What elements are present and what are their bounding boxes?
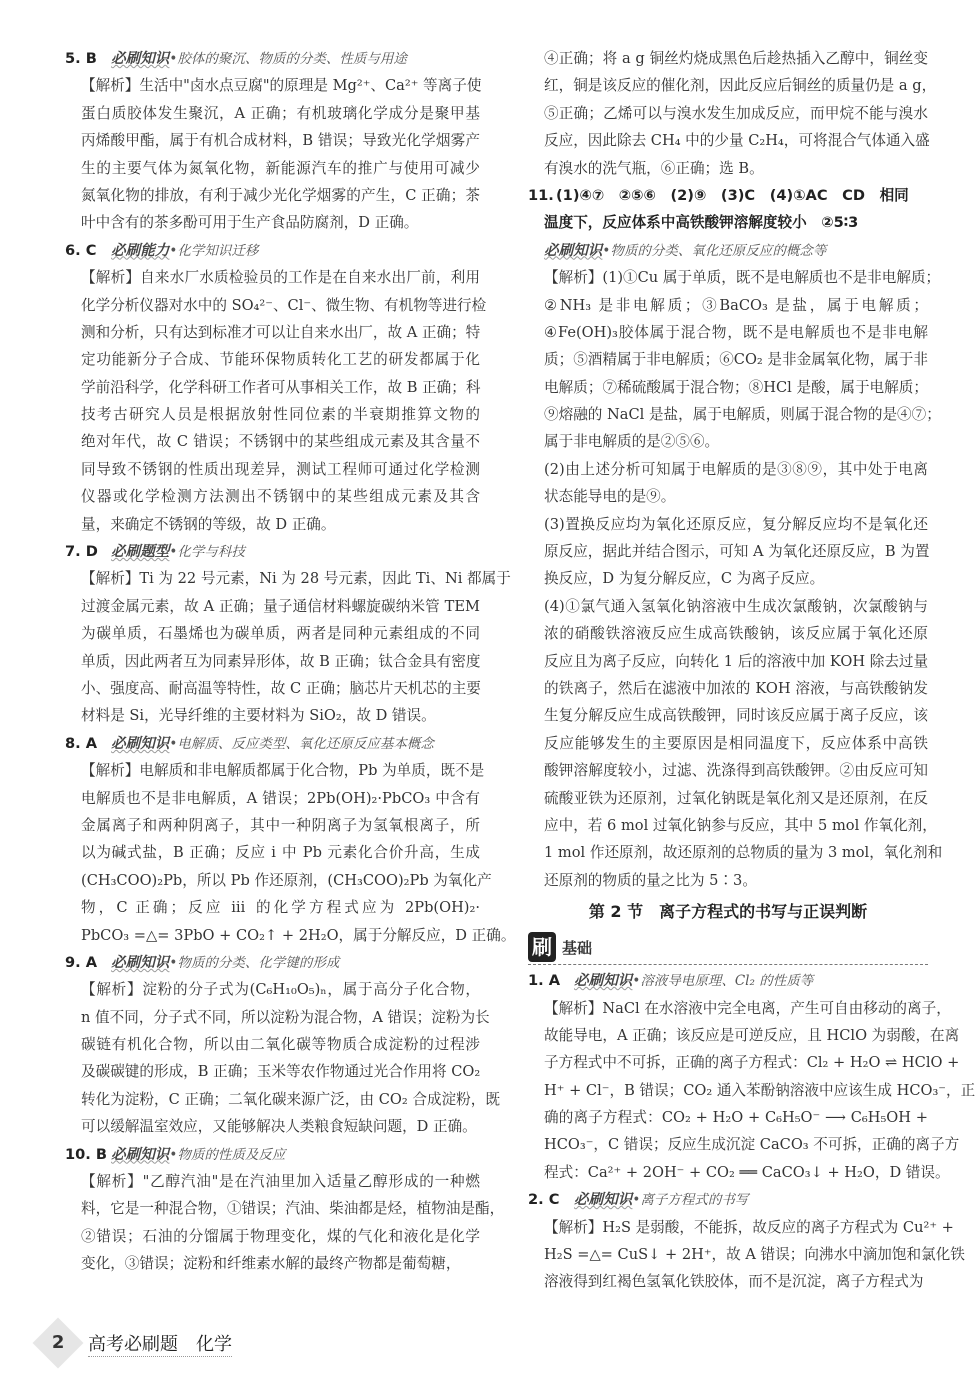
text-line: 反应，因此除去 CH₄ 中的少量 C₂H₄，可将混合气体通入盛 [544,132,930,150]
item-header [65,237,480,264]
item-header [65,949,480,976]
item-header [528,967,928,994]
text-line: 【解析】"乙醇汽油"是在汽油里加入适量乙醇形成的一种燃 [81,1173,480,1191]
text-line: 有溴水的洗气瓶，⑥正确；选 B。 [544,159,764,177]
text-line: H⁺ + Cl⁻，B 错误；CO₂ 通入苯酚钠溶液中应该生成 HCO₃⁻，正 [544,1081,975,1099]
answer-item [65,730,516,949]
text-line: 【解析】淀粉的分子式为(C₆H₁₀O₅)ₙ，属于高分子化合物， [81,981,480,999]
book-title: 高考必刷题 化学 [88,1330,232,1357]
text-line: 的铁离子，然后在滤液中加浓的 KOH 溶液，与高铁酸钠发 [544,679,928,697]
answer-item [65,45,480,237]
text-line: 属于非电解质的是②⑤⑥。 [544,433,720,451]
text-line: 料，它是一种混合物，①错误；汽油、柴油都是烃，植物油是酯， [81,1200,505,1218]
item-number: 11. [528,186,554,204]
text-line: 酸钾溶解度较小，过滤、洗涤得到高铁酸钾。②由反应可知 [544,762,928,780]
text-line: 学前沿科学，化学科研工作者可从事相关工作，故 B 正确；科 [81,378,481,396]
text-line: 单质，因此两者互为同素异形体，故 B 正确；钛合金具有密度 [81,652,481,670]
answer-item [528,1186,965,1296]
text-line: 生的主要气体为氮氧化物，新能源汽车的推广与使用可减少 [81,159,480,177]
text-line: HCO₃⁻，C 错误；反应生成沉淀 CaCO₃ 不可拆，正确的离子方 [544,1136,960,1154]
text-line: 过渡金属元素，故 A 正确；量子通信材料螺旋碳纳米管 TEM [81,597,480,615]
text-line: 还原剂的物质的量之比为 5∶3。 [544,871,757,889]
text-line: 1 mol 作还原剂，故还原剂的总物质的量为 3 mol，氧化剂和 [544,844,943,862]
item-topic: •物质的分类、化学键的形成 [169,954,340,971]
shua-icon: 刷 [528,932,556,962]
answer-text: (1)④⑦ ②⑤⑥ (2)⑨ (3)C (4)①AC CD 相同 [556,186,909,204]
text-line: 生复分解反应生成高铁酸钾，同时该反应属于离子反应，该 [544,707,928,725]
item-topic: •物质的性质及反应 [169,1146,286,1163]
answer-text: 温度下，反应体系中高铁酸钾溶解度较小 ②5∶3 [544,214,859,232]
text-line: ⑤正确；乙烯可以与溴水发生加成反应，而甲烷不能与溴水 [544,104,928,122]
text-line: H₂S =△= CuS↓ + 2H⁺，故 A 错误；向沸水中滴加饱和氯化铁 [544,1246,965,1264]
text-line: 【解析】自来水厂水质检验员的工作是在自来水出厂前，利用 [81,269,480,287]
page-footer [40,1325,232,1361]
item-number: 6. C [65,241,97,259]
text-line: 故能导电，A 正确；该反应是可逆反应，且 HClO 为弱酸，在离 [544,1026,960,1044]
item-header [65,538,480,565]
text-line: 及碳碳键的形成，B 正确；玉米等农作物通过光合作用将 CO₂ [81,1063,481,1081]
text-line: 蛋白质胶体发生聚沉，A 正确；有机玻璃化学成分是聚甲基 [81,104,480,122]
text-line: 子方程式中不可拆，正确的离子方程式：Cl₂ + H₂O ⇌ HClO + [544,1054,960,1072]
text-line: 为碳单质，石墨烯也为碳单质，两者是同种元素组成的不同 [81,625,480,643]
item-topic: •离子方程式的书写 [632,1192,749,1209]
text-line: 转化为淀粉，C 正确；二氧化碳来源广泛，由 CO₂ 合成淀粉，既 [81,1090,500,1108]
text-line: 反应且为离子反应，向转化 1 后的溶液中加 KOH 除去过量 [544,652,929,670]
item-topic: •胶体的聚沉、物质的分类、性质与用途 [169,51,407,67]
text-line: n 值不同，分子式不同，所以淀粉为混合物，A 错误；淀粉为长 [81,1008,490,1026]
text-line: 同导致不锈钢的性质出现差异，测试工程师可通过化学检测 [81,460,480,478]
text-line: 可以缓解温室效应，又能够解决人类粮食短缺问题，D 正确。 [81,1118,477,1136]
text-line: (2)由上述分析可知属于电解质的是③⑧⑨，其中处于电离 [544,460,928,478]
text-line: 小、强度高、耐高温等特性，故 C 正确；脑芯片天机芯的主要 [81,679,481,697]
item-number: 5. B [65,50,97,67]
item-number: 1. A [528,972,561,990]
page-number-badge [33,1318,84,1369]
knowledge-tag: 必刷能力 [111,241,170,259]
text-line: 绝对年代，故 C 错误；不锈钢中的某些组成元素及其含量不 [81,433,480,451]
item-topic: •物质的分类、氧化还原反应的概念等 [602,242,827,259]
answer-item [528,182,943,894]
text-line: 材料是 Si，光导纤维的主要材料为 SiO₂，故 D 错误。 [81,707,436,725]
answer-line [528,182,928,209]
text-line: 溶液得到红褐色氢氧化铁胶体，而不是沉淀，离子方程式为 [544,1273,924,1291]
text-line: 反应能够发生的主要原因是相同温度下，反应体系中高铁 [544,734,928,752]
text-line: 程式：Ca²⁺ + 2OH⁻ + CO₂ ══ CaCO₃↓ + H₂O，D 错误。 [544,1163,950,1181]
item-number: 7. D [65,543,98,561]
text-line: 金属离子和两种阴离子，其中一种阴离子为氢氧根离子，所 [81,816,480,834]
knowledge-tag: 必刷知识 [544,241,603,259]
text-line: 物，C 正确；反应 ⅲ 的化学方程式应为 2Pb(OH)₂· [81,899,480,917]
text-line: 【解析】(1)①Cu 属于单质，既不是电解质也不是非电解质； [544,269,941,287]
knowledge-tag: 必刷知识 [574,1191,633,1209]
right-column [528,45,975,1296]
text-line: (CH₃COO)₂Pb，所以 Pb 作还原剂，(CH₃COO)₂Pb 为氧化产 [81,871,492,889]
text-line: 【解析】H₂S 是弱酸，不能拆，故反应的离子方程式为 Cu²⁺ + [544,1218,954,1236]
text-line: 化学分析仪器对水中的 SO₄²⁻、Cl⁻、微生物、有机物等进行检 [81,296,487,314]
text-line: ②NH₃ 是非电解质；③BaCO₃ 是盐，属于电解质； [544,296,928,314]
item-number: 9. A [65,953,98,971]
text-line: 【解析】生活中"卤水点豆腐"的原理是 Mg²⁺、Ca²⁺ 等离子使 [81,77,482,95]
text-line: (4)①氯气通入氢氧化钠溶液中生成次氯酸钠，次氯酸钠与 [544,597,928,615]
knowledge-tag: 必刷知识 [111,1145,170,1163]
item-topic: •电解质、反应类型、氧化还原反应基本概念 [169,735,434,752]
knowledge-tag: 必刷题型 [111,543,170,561]
answer-item [65,949,500,1141]
text-line: 仪器或化学检测方法测出不锈钢中的某些组成元素及其含 [81,488,480,506]
text-line: 质；⑤酒精属于非电解质；⑥CO₂ 是非金属氧化物，属于非 [544,351,928,369]
section-title: 第 2 节 离子方程式的书写与正误判断 [588,902,868,922]
answer-line [528,209,928,236]
left-column [65,45,516,1278]
answer-item [65,538,511,730]
item-topic: •化学知识迁移 [169,242,259,259]
text-line: 以为碱式盐，B 正确；反应 ⅰ 中 Pb 元素化合价升高，生成 [81,844,480,862]
item-header [65,45,480,72]
text-line: 浓的硝酸铁溶液反应生成高铁酸钠，该反应属于氧化还原 [544,625,928,643]
item-number: 2. C [528,1191,560,1209]
text-line: 丙烯酸甲酯，属于有机合成材料，B 错误；导致光化学烟雾产 [81,132,480,150]
answer-item [65,1141,505,1278]
knowledge-tag: 必刷知识 [111,953,170,971]
text-line: 【解析】电解质和非电解质都属于化合物，Pb 为单质，既不是 [81,762,485,780]
item-topic: •化学与科技 [169,544,245,561]
item-number: 8. A [65,734,98,752]
text-line: PbCO₃ =△= 3PbO + CO₂↑ + 2H₂O，属于分解反应，D 正确。 [81,926,516,944]
knowledge-tag: 必刷知识 [111,50,170,67]
text-line: 电解质；⑦稀硫酸属于混合物；⑧HCl 是酸，属于电解质； [544,378,928,396]
text-line: 叶中含有的茶多酚可用于生产食品防腐剂，D 正确。 [81,214,419,232]
answer-item [528,967,975,1186]
text-line: ④Fe(OH)₃胶体属于混合物，既不是电解质也不是非电解 [544,323,928,341]
knowledge-tag: 必刷知识 [111,734,170,752]
text-line: 碳链有机化合物，所以由二氧化碳等物质合成淀粉的过程涉 [81,1036,480,1054]
text-line: ②错误；石油的分馏属于物理变化，煤的气化和液化是化学 [81,1227,480,1245]
text-line: 【解析】NaCl 在水溶液中完全电离，产生可自由移动的离子， [544,999,951,1017]
text-line: 定功能新分子合成、节能环保物质转化工艺的研发都属于化 [81,351,480,369]
text-line: ⑨熔融的 NaCl 是盐，属于电解质，则属于混合物的是④⑦； [544,406,941,424]
text-line: (3)置换反应均为氧化还原反应，复分解反应均不是氧化还 [544,515,928,533]
text-line: 技考古研究人员是根据放射性同位素的半衰期推算文物的 [81,406,480,424]
text-line: 【解析】Ti 为 22 号元素，Ni 为 28 号元素，因此 Ti、Ni 都属于 [81,570,511,588]
text-line: 红，铜是该反应的催化剂，因此反应后铜丝的质量仍是 a g， [544,77,937,95]
text-line: 电解质也不是非电解质，A 错误；2Pb(OH)₂·PbCO₃ 中含有 [81,789,480,807]
text-line: 氮氧化物的排放，有利于减少光化学烟雾的产生，C 正确；茶 [81,186,480,204]
text-line: 变化，③错误；淀粉和纤维素水解的最终产物都是葡萄糖， [81,1255,461,1273]
text-line: 换反应，D 为复分解反应，C 为离子反应。 [544,570,825,588]
item-header [65,730,480,757]
section-label: 基础 [562,938,593,957]
item-number: 10. B [65,1145,108,1163]
text-line: 状态能导电的是⑨。 [544,488,676,506]
item-topic: •溶液导电原理、Cl₂ 的性质等 [632,973,814,990]
page-number: 2 [51,1332,65,1353]
item-header [65,1141,480,1168]
item-header [528,1186,928,1213]
knowledge-tag: 必刷知识 [574,972,633,990]
text-line: 应中，若 6 mol 过氧化钠参与反应，其中 5 mol 作氧化剂， [544,816,937,834]
item-header [528,237,928,264]
text-line: 测和分析，只有达到标准才可以让自来水出厂，故 A 正确；特 [81,323,481,341]
text-line: ④正确；将 a g 铜丝灼烧成黑色后趁热插入乙醇中，铜丝变 [544,50,928,67]
section-banner [528,930,928,965]
text-line: 确的离子方程式：CO₂ + H₂O + C₆H₅O⁻ ⟶ C₆H₅OH + [544,1109,928,1127]
answer-item-continuation [528,45,937,182]
text-line: 量，来确定不锈钢的等级，故 D 正确。 [81,515,336,533]
text-line: 原反应，据此并结合图示，可知 A 为氧化还原反应，B 为置 [544,543,930,561]
answer-item [65,237,487,538]
text-line: 硫酸亚铁为还原剂，过氧化钠既是氧化剂又是还原剂，在反 [544,789,928,807]
